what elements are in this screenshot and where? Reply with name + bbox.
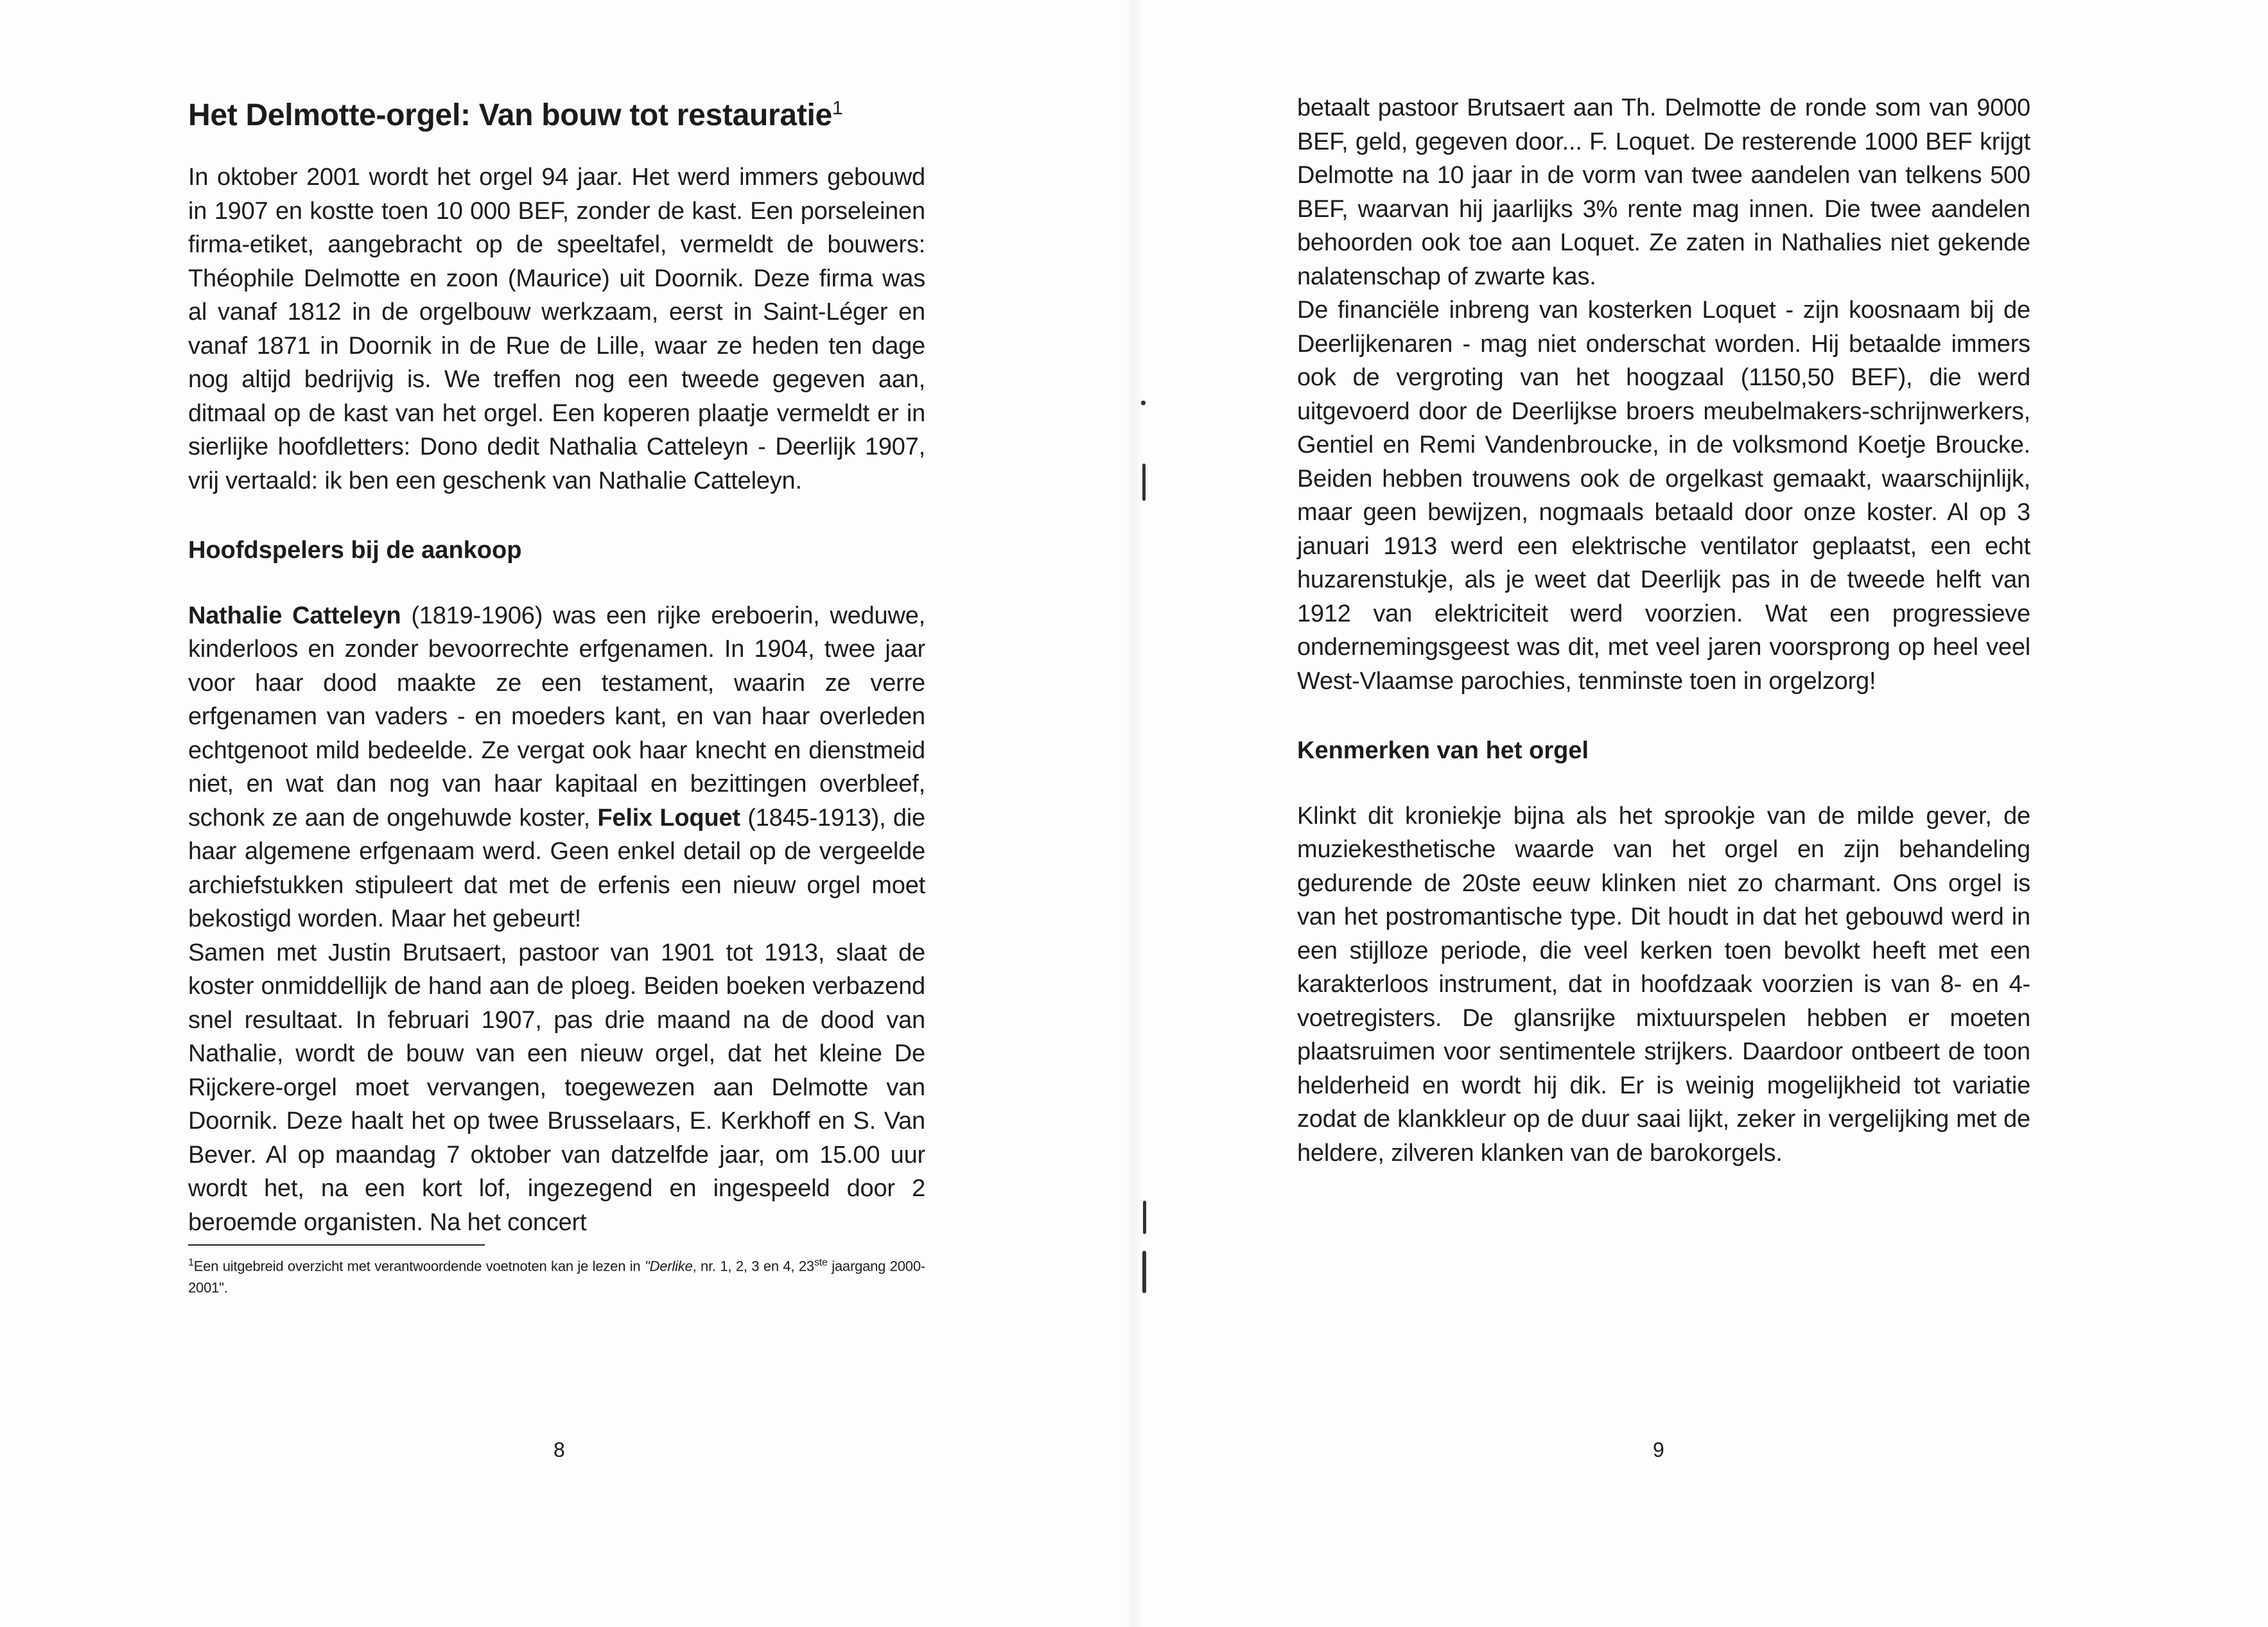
intro-paragraph: In oktober 2001 wordt het orgel 94 jaar. Het werd immers gebouwd in 1907 en kostte toen 10 000 BEF, zonder de kast. Een porseleinen firma-etiket, aangebracht op de speeltafel, vermeldt de bouwers: Théophile Delmotte en zoon (Maurice) uit Doornik. Deze firma was al vanaf 1812 in de orgelbouw werkzaam, eerst in Saint-Léger en vanaf 1871 in Doornik in de Rue de Lille, waar ze heden ten dage nog altijd bedrijvig is. We treffen nog een tweede gegeven aan, ditmaal op de kast van het orgel. Een koperen plaatje vermeldt er in sierlijke hoofdletters: Dono dedit Nathalia Catteleyn - Deerlijk 1907, vrij vertaald: ik ben een geschenk van Nathalie Catteleyn. (188, 164, 925, 494)
paragraph-text: (1819-1906) was een rijke ereboerin, weduwe, kinderloos en zonder bevoorrechte erfgenamen. In 1904, twee jaar voor haar dood maakte ze een testament, waarin ze verre erfgenamen van vaders - en moeders kant, en van haar overleden echtgenoot mild bedeelde. Ze vergat ook haar knecht en dienstmeid niet, en wat dan nog van haar kapitaal en bezittingen overbleef, schonk ze aan de ongehuwde koster, (188, 602, 925, 831)
section-heading-kenmerken: Kenmerken van het orgel (1297, 737, 1589, 764)
loquet-paragraph: De financiële inbreng van kosterken Loquet - zijn koosnaam bij de Deerlijkenaren - mag niet onderschat worden. Hij betaalde immers ook de vergroting van het hoogzaal (1150,50 BEF), die werd uitgevoerd door de Deerlijkse broers meubelmakers-schrijnwerkers, Gentiel en Remi Vandenbroucke, in de volksmond Koetje Broucke. Beiden hebben trouwens ook de orgelkast gemaakt, waarschijnlijk, maar geen bewijzen, nogmaals betaald door onze koster. Al op 3 januari 1913 werd een elektrische ventilator geplaatst, een echt huzarenstukje, als je weet dat Deerlijk pas in de tweede helft van 1912 van elektriciteit werd voorzien. Wat een progressieve ondernemingsgeest was dit, met veel jaren voorsprong op heel veel West-Vlaamse parochies, tenminste toen in orgelzorg! (1297, 297, 2030, 695)
footnote-superscript: ste (814, 1257, 828, 1269)
footnote-text: Een uitgebreid overzicht met verantwoordende voetnoten kan je lezen in (193, 1258, 645, 1275)
payment-paragraph: betaalt pastoor Brutsaert aan Th. Delmotte de ronde som van 9000 BEF, geld, gegeven door... F. Loquet. De resterende 1000 BEF krijgt Delmotte na 10 jaar in de vorm van twee aandelen van telkens 500 BEF, waarvan hij jaarlijks 3% rente mag innen. Die twee aandelen behoorden ook toe aan Loquet. Ze zaten in Nathalies niet gekende nalatenschap of zwarte kas. (1297, 94, 2030, 290)
page-number-right: 9 (1653, 1438, 1664, 1461)
footnote (188, 1252, 925, 1299)
footnote-text: jaargang 2000-2001". (188, 1258, 925, 1296)
article-title (188, 96, 925, 135)
catteleyn-paragraph (188, 599, 925, 936)
brutsaert-paragraph: Samen met Justin Brutsaert, pastoor van 1901 tot 1913, slaat de koster onmiddellijk de hand aan de ploeg. Beiden boeken verbazend snel resultaat. In februari 1907, pas drie maand na de dood van Nathalie, wordt de bouw van een nieuw orgel, dat het kleine De Rijckere-orgel moet vervangen, toegewezen aan Delmotte van Doornik. Deze haalt het op twee Brusselaars, E. Kerkhoff en S. Van Bever. Al op maandag 7 oktober van datzelfde jaar, om 15.00 uur wordt het, na een kort lof, ingezegend en ingespeeld door 2 beroemde organisten. Na het concert (188, 939, 925, 1236)
name-felix: Felix Loquet (597, 804, 740, 831)
footnote-rule (188, 1244, 485, 1246)
section-heading-hoofdspelers: Hoofdspelers bij de aankoop (188, 537, 522, 564)
article-title-text: Het Delmotte-orgel: Van bouw tot restauratie (188, 98, 832, 132)
left-column (188, 96, 925, 1299)
paragraph-text: (1845-1913), die haar algemene erfgenaam werd. Geen enkel detail op de vergeelde archiefstukken stipuleert dat met de erfenis een nieuw orgel moet bekostigd worden. Maar het gebeurt! (188, 804, 925, 933)
footnote-number: 1 (188, 1257, 194, 1269)
footnote-ref: 1 (832, 98, 843, 119)
footnote-source: "Derlike (644, 1258, 693, 1275)
name-nathalie: Nathalie Catteleyn (188, 602, 401, 629)
right-column (1297, 91, 2030, 1170)
kenmerken-paragraph: Klinkt dit kroniekje bijna als het sprookje van de milde gever, de muziekesthetische waarde van het orgel en zijn behandeling gedurende de 20ste eeuw klinken niet zo charmant. Ons orgel is van het postromantische type. Dit houdt in dat het gebouwd werd in een stijlloze periode, die veel kerken toen bevolkt heeft met een karakterloos instrument, dat in hoofdzaak voorzien is van 8- en 4-voetregisters. De glansrijke mixtuurspelen hebben er moeten plaatsruimen voor sentimentele strijkers. Daardoor ontbeert de toon helderheid en wordt hij dik. Er is weinig mogelijkheid tot variatie zodat de klankkleur op de duur saai lijkt, zeker in vergelijking met de heldere, zilveren klanken van de barokorgels. (1297, 802, 2030, 1167)
footnote-text: , nr. 1, 2, 3 en 4, 23 (692, 1258, 814, 1275)
page-number-left: 8 (554, 1438, 565, 1461)
